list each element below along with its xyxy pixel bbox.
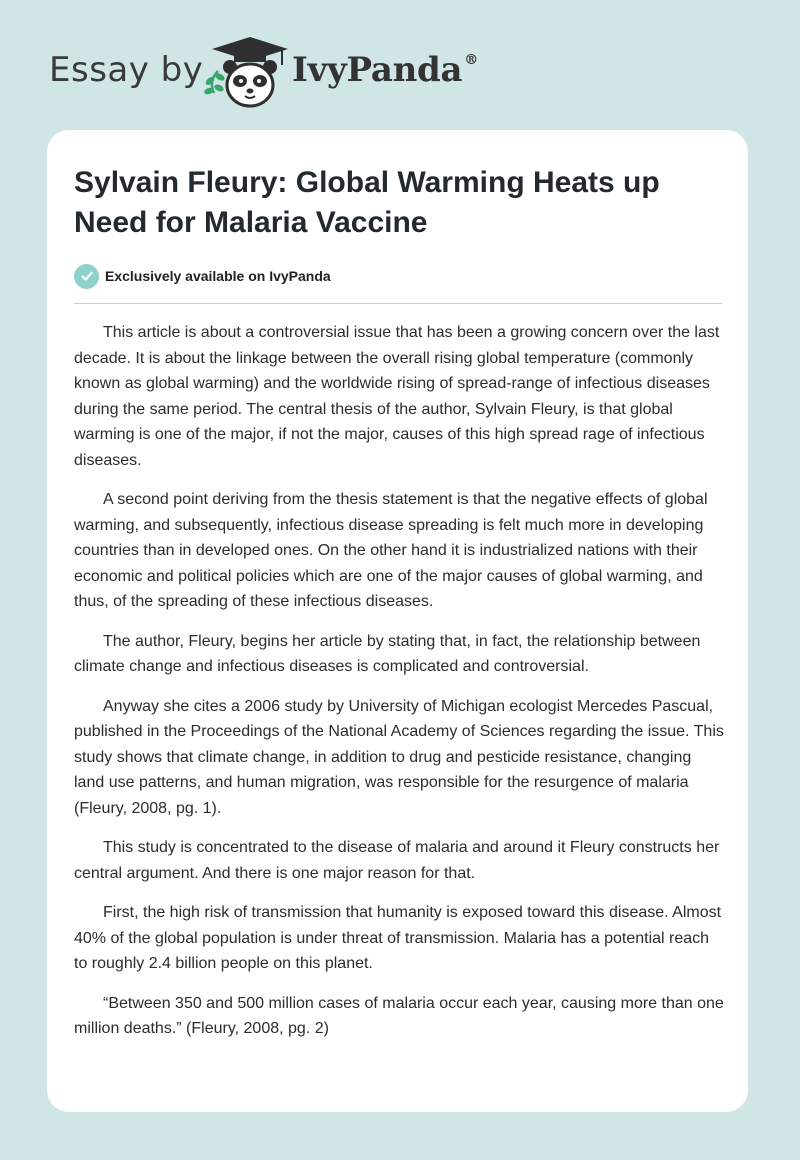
paragraph: The author, Fleury, begins her article by stating that, in fact, the relationship between climate change and infectious diseases is complicated and controversial. xyxy=(74,632,701,675)
article-body xyxy=(74,320,724,1056)
paragraph: This study is concentrated to the disease of malaria and around it Fleury constructs her central argument. And there is one major reason for that. xyxy=(74,839,720,882)
paragraph: Anyway she cites a 2006 study by University of Michigan ecologist Mercedes Pascual, published in the Proceedings of the National Academy of Sciences regarding the issue. This study shows that climate change, in addition to drug and pesticide resistance, changing land use patterns, and human migration, was responsible for the resurgence of malaria (Fleury, 2008, pg. 1). xyxy=(74,697,724,817)
panda-graduate-icon xyxy=(200,35,292,111)
paragraph: This article is about a controversial issue that has been a growing concern over the last decade. It is about the linkage between the overall rising global temperature (commonly known as global warming) and the worldwide rising of spread-range of infectious diseases during the same period. The central thesis of the author, Sylvain Fleury, is that global warming is one of the major, if not the major, causes of this high spread rage of infectious diseases. xyxy=(74,324,720,469)
essay-by-label: Essay by xyxy=(49,50,204,90)
site-header xyxy=(0,0,800,120)
brand-name: IvyPanda ® xyxy=(292,50,478,90)
paragraph: First, the high risk of transmission that humanity is exposed toward this disease. Almost 40% of the global population is under threat of transmission. Malaria has a potential reach to roughly 2.4 billion people on this planet. xyxy=(74,904,722,972)
exclusive-badge xyxy=(74,263,331,289)
paragraph: A second point deriving from the thesis statement is that the negative effects of global warming, and subsequently, infectious disease spreading is felt much more in developing countries than in developed ones. On the other hand it is industrialized nations with their economic and political policies which are one of the major causes of global warming, and thus, of the spreading of these infectious diseases. xyxy=(74,491,708,610)
page-title: Sylvain Fleury: Global Warming Heats up Need for Malaria Vaccine xyxy=(74,166,660,239)
article-card xyxy=(47,130,748,1112)
badge-label: Exclusively available on IvyPanda xyxy=(105,268,331,284)
divider xyxy=(74,303,722,304)
check-icon xyxy=(74,264,99,289)
paragraph: “Between 350 and 500 million cases of malaria occur each year, causing more than one million deaths.” (Fleury, 2008, pg. 2) xyxy=(74,994,724,1037)
